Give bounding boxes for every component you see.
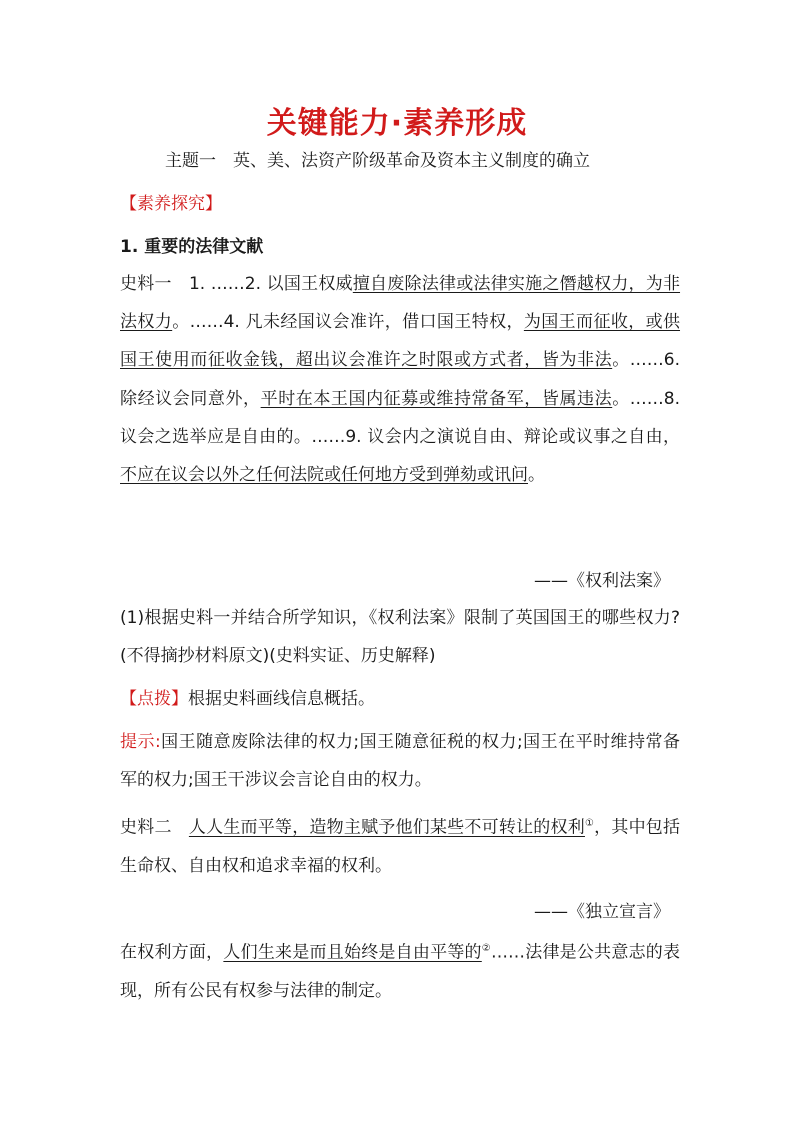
source-one-paragraph: [120, 265, 680, 494]
hint-label: 【点拨】: [120, 689, 188, 709]
source-one-label: 史料一: [120, 274, 189, 294]
source-two-label: 史料二: [120, 817, 189, 838]
source-two-paragraph: [120, 805, 680, 885]
footnote-marker-2: ②: [481, 943, 491, 954]
section-tag: 【素养探究】: [120, 194, 222, 214]
page-title: 关键能力·素养形成: [266, 106, 528, 141]
source-one-text-1: 1. ……2. 以国王权威: [188, 274, 353, 294]
topic-subtitle: 主题一 英、美、法资产阶级革命及资本主义制度的确立: [165, 151, 590, 171]
source-one-citation: ——《权利法案》: [534, 571, 670, 591]
answer-label: 提示:: [120, 732, 161, 752]
source-two-citation: ——《独立宣言》: [534, 902, 670, 922]
source-three-text-2: ……法律是公共意志的表现，所有公民有权参与法律的制定。: [120, 942, 681, 1001]
section-heading: 1. 重要的法律文献: [120, 237, 264, 257]
source-three-text-1: 在权利方面，: [120, 942, 224, 963]
source-one-underline-2: 为国王而征收，或供国王使用而征收金钱，超出议会准许之时限或方式者，皆为非法: [120, 312, 681, 371]
footnote-marker-1: ①: [584, 818, 595, 829]
source-one-text-4: 。……8. 议会之选举应是自由的。……9. 议会内之演说自由、辩论或议事之自由，: [120, 388, 680, 447]
hint-text: 根据史料画线信息概括。: [188, 689, 375, 709]
source-one-underline-3: 平时在本王国内征募或维持常备军，皆属违法: [260, 388, 613, 409]
source-one-text-2: 。……4. 凡未经国议会准许，借口国王特权，: [172, 312, 524, 333]
source-three-underline-1: 人们生来是而且始终是自由平等的: [223, 942, 482, 963]
answer-paragraph: [120, 723, 680, 799]
source-two-text-1: ，其中包括生命权、自由权和追求幸福的权利。: [120, 817, 681, 876]
source-three-paragraph: [120, 930, 680, 1010]
answer-text: 国王随意废除法律的权力;国王随意征税的权力;国王在平时维持常备军的权力;国王干涉议会言论自由的权力。: [120, 732, 680, 791]
source-two-underline-1: 人人生而平等，造物主赋予他们某些不可转让的权利: [188, 817, 585, 838]
source-one-text-3: 。……6. 除经议会同意外，: [120, 350, 680, 409]
source-one-underline-4: 不应在议会以外之任何法院或任何地方受到弹劾或讯问: [120, 465, 528, 486]
question-one: (1)根据史料一并结合所学知识，《权利法案》限制了英国国王的哪些权力?(不得摘抄材料原文)(史料实证、历史解释): [120, 608, 680, 667]
source-one-text-5: 。: [528, 465, 545, 486]
source-one-underline-1: 擅自废除法律或法律实施之僭越权力，为非法权力: [120, 274, 681, 333]
hint-paragraph: [120, 680, 680, 718]
